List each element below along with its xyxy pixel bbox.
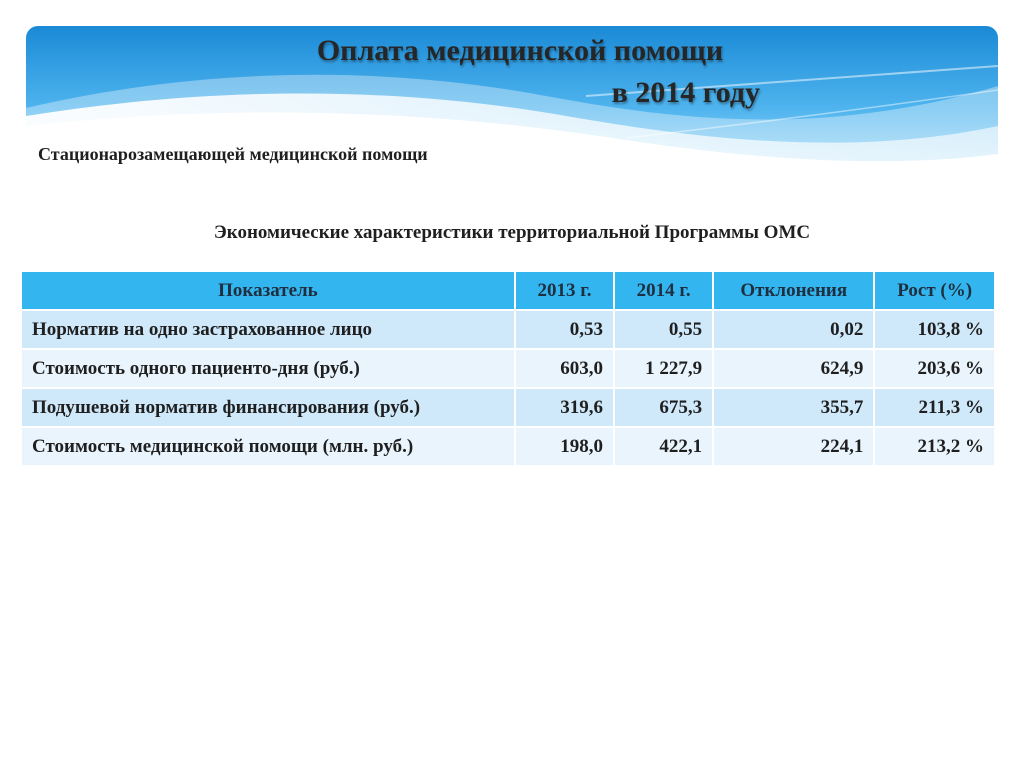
slide-title-line-2: в 2014 году xyxy=(611,76,760,109)
table-row xyxy=(21,349,995,388)
cell-indicator: Стоимость одного пациенто-дня (руб.) xyxy=(21,349,515,388)
table-row xyxy=(21,310,995,349)
cell-2014: 422,1 xyxy=(614,427,713,466)
table-header-row xyxy=(21,271,995,310)
cell-2013: 198,0 xyxy=(515,427,614,466)
cell-growth: 103,8 % xyxy=(874,310,995,349)
cell-2013: 603,0 xyxy=(515,349,614,388)
cell-2013: 319,6 xyxy=(515,388,614,427)
header-2014: 2014 г. xyxy=(614,271,713,310)
economic-indicators-table xyxy=(20,270,996,467)
cell-indicator: Норматив на одно застрахованное лицо xyxy=(21,310,515,349)
cell-deviation: 624,9 xyxy=(713,349,874,388)
cell-2014: 1 227,9 xyxy=(614,349,713,388)
subtitle: Стационарозамещающей медицинской помощи xyxy=(38,144,428,164)
cell-deviation: 0,02 xyxy=(713,310,874,349)
cell-growth: 213,2 % xyxy=(874,427,995,466)
header-indicator: Показатель xyxy=(21,271,515,310)
cell-2014: 675,3 xyxy=(614,388,713,427)
cell-2014: 0,55 xyxy=(614,310,713,349)
cell-2013: 0,53 xyxy=(515,310,614,349)
table-row xyxy=(21,427,995,466)
slide-title-line-1: Оплата медицинской помощи xyxy=(316,34,724,67)
header-deviation: Отклонения xyxy=(713,271,874,310)
table-caption: Экономические характеристики территориальной Программы ОМС xyxy=(213,222,811,243)
cell-deviation: 355,7 xyxy=(713,388,874,427)
header-growth: Рост (%) xyxy=(874,271,995,310)
cell-deviation: 224,1 xyxy=(713,427,874,466)
cell-growth: 203,6 % xyxy=(874,349,995,388)
cell-growth: 211,3 % xyxy=(874,388,995,427)
cell-indicator: Подушевой норматив финансирования (руб.) xyxy=(21,388,515,427)
cell-indicator: Стоимость медицинской помощи (млн. руб.) xyxy=(21,427,515,466)
header-2013: 2013 г. xyxy=(515,271,614,310)
table-row xyxy=(21,388,995,427)
